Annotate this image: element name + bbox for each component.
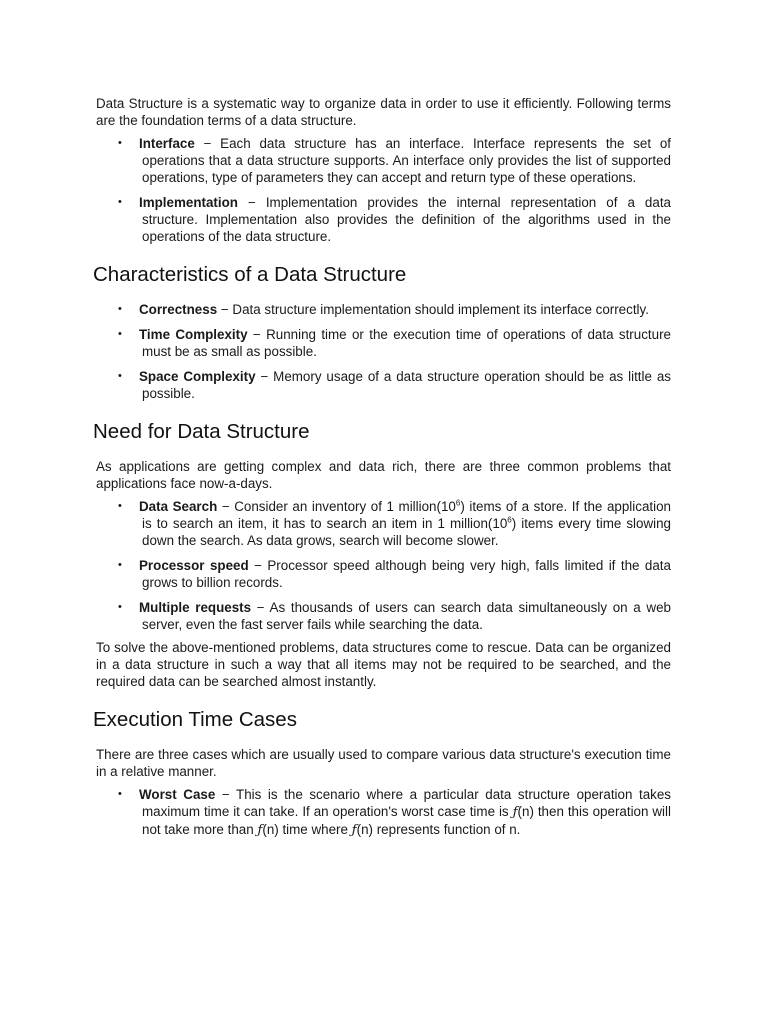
- need-closing-paragraph: To solve the above-mentioned problems, data structures come to rescue. Data can be organized in a data structure in such a way that all items may not be required to be searched, and the required data can be searched almost instantly.: [96, 640, 671, 689]
- list-item: [96, 786, 671, 839]
- heading-execution: Execution Time Cases: [93, 708, 297, 731]
- term-description: − Each data structure has an interface. Interface represents the set of operations that a data structure supports. An interface only provides the list of supported operations, type of parameters they can accept and return type of these operations.: [142, 136, 671, 185]
- bullet-icon: •: [118, 137, 122, 149]
- intro-list: [96, 135, 671, 245]
- term-description: (n) then this operation will not take more than: [142, 804, 671, 837]
- superscript: 6: [455, 498, 461, 508]
- term-time-complexity: Time Complexity: [139, 327, 248, 342]
- term-multiple-requests: Multiple requests: [139, 600, 252, 615]
- intro-paragraph: Data Structure is a systematic way to organize data in order to use it efficiently. Following terms are the foundation terms of a data structure.: [96, 96, 671, 128]
- function-symbol: ƒ: [512, 805, 518, 820]
- term-description: (n) represents function of n.: [356, 822, 521, 837]
- heading-characteristics: Characteristics of a Data Structure: [93, 263, 407, 286]
- term-implementation: Implementation: [139, 195, 238, 210]
- bullet-icon: •: [118, 601, 122, 613]
- bullet-icon: •: [118, 196, 122, 208]
- term-worst-case: Worst Case: [139, 787, 216, 802]
- need-paragraph: As applications are getting complex and data rich, there are three common problems that applications face now-a-days.: [96, 459, 671, 491]
- term-space-complexity: Space Complexity: [139, 369, 256, 384]
- heading-need: Need for Data Structure: [93, 420, 310, 443]
- bullet-icon: •: [118, 303, 122, 315]
- function-symbol: ƒ: [257, 823, 263, 838]
- bullet-icon: •: [118, 328, 122, 340]
- bullet-icon: •: [118, 500, 122, 512]
- list-item: [96, 194, 671, 245]
- list-item: [96, 301, 671, 318]
- list-item: [96, 368, 671, 402]
- term-description: − Memory usage of a data structure operation should be as little as possible.: [142, 369, 671, 401]
- term-description: − Processor speed although being very high, falls limited if the data grows to billion records.: [142, 558, 671, 590]
- list-item: [96, 326, 671, 360]
- term-processor-speed: Processor speed: [139, 558, 249, 573]
- term-description: − Implementation provides the internal representation of a data structure. Implementation also provides the definition of the algorithms used in the operations of the data structure.: [142, 195, 671, 244]
- document-page: [93, 95, 672, 839]
- characteristics-list: [96, 301, 671, 402]
- term-description: − Data structure implementation should implement its interface correctly.: [217, 302, 649, 317]
- list-item: [96, 557, 671, 591]
- bullet-icon: •: [118, 559, 122, 571]
- bullet-icon: •: [118, 788, 122, 800]
- term-description: ) items every time slowing down the search. As data grows, search will become slower.: [142, 516, 671, 548]
- term-interface: Interface: [139, 136, 195, 151]
- term-description: ) items of a store. If the application is to search an item, it has to search an item in 1 million(10: [142, 499, 671, 531]
- term-description: (n) time where: [262, 822, 352, 837]
- term-description: − Consider an inventory of 1 million(10: [217, 499, 456, 514]
- function-symbol: ƒ: [351, 823, 357, 838]
- execution-paragraph: There are three cases which are usually used to compare various data structure's execution time in a relative manner.: [96, 747, 671, 779]
- list-item: [96, 135, 671, 186]
- term-description: − As thousands of users can search data simultaneously on a web server, even the fast server fails while searching the data.: [142, 600, 671, 632]
- list-item: [96, 498, 671, 549]
- term-description: − This is the scenario where a particular data structure operation takes maximum time it can take. If an operation's worst case time is: [142, 787, 672, 819]
- bullet-icon: •: [118, 370, 122, 382]
- term-correctness: Correctness: [139, 302, 218, 317]
- term-description: − Running time or the execution time of operations of data structure must be as small as possible.: [142, 327, 671, 359]
- list-item: [96, 599, 671, 633]
- superscript: 6: [507, 515, 512, 525]
- term-data-search: Data Search: [139, 499, 218, 514]
- need-list: [96, 498, 671, 633]
- execution-list: [96, 786, 671, 839]
